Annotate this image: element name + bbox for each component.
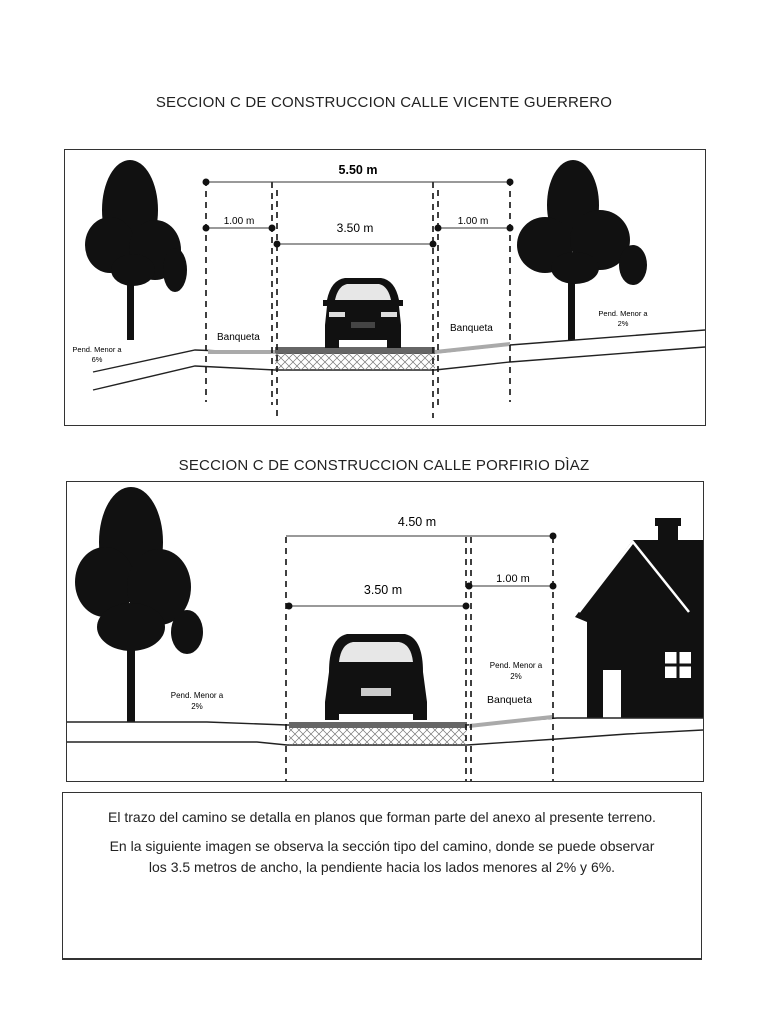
label-left-slope-1: Pend. Menor a <box>72 345 122 354</box>
tree-icon <box>85 160 187 340</box>
label-right-slope-1: Pend. Menor a <box>598 309 648 318</box>
right-sidewalk <box>435 342 510 354</box>
dim-total: 5.50 m <box>338 163 378 177</box>
label-left-slope-1: Pend. Menor a <box>170 691 224 700</box>
label-sidewalk: Banqueta <box>487 694 532 706</box>
road-surface <box>275 347 435 353</box>
road-base <box>275 353 435 370</box>
description-paragraph-1: El trazo del camino se detalla en planos que forman parte del anexo al presente terreno. <box>108 809 656 825</box>
section1-diagram <box>64 149 706 426</box>
label-left-slope-2: 6% <box>91 355 103 364</box>
car-icon <box>323 278 403 348</box>
label-right-sidewalk: Banqueta <box>450 323 493 334</box>
label-right-slope-1: Pend. Menor a <box>489 661 543 670</box>
road-surface <box>289 722 467 728</box>
section1-title: SECCION C DE CONSTRUCCION CALLE VICENTE GUERRERO <box>155 94 613 111</box>
dim-left-sidewalk: 1.00 m <box>223 216 255 227</box>
dim-road: 3.50 m <box>336 221 374 235</box>
tree-icon <box>75 487 203 722</box>
car-icon <box>325 634 427 720</box>
dim-sidewalk: 1.00 m <box>496 573 530 585</box>
section2-title: SECCION C DE CONSTRUCCION CALLE PORFIRIO DÌAZ <box>178 457 590 474</box>
label-right-slope-2: 2% <box>617 319 629 328</box>
dim-total: 4.50 m <box>397 515 437 529</box>
section2-diagram <box>66 481 704 782</box>
left-sidewalk <box>208 350 276 354</box>
sidewalk <box>469 715 552 728</box>
label-left-slope-2: 2% <box>191 702 203 711</box>
dim-road: 3.50 m <box>363 583 403 597</box>
description-paragraph-2: En la siguiente imagen se observa la sección tipo del camino, donde se puede observar los 3.5 metros de ancho, la pendiente hacia los lados menores al 2% y 6%. <box>109 838 655 875</box>
dim-right-sidewalk: 1.00 m <box>457 216 489 227</box>
label-right-slope-2: 2% <box>510 672 522 681</box>
label-left-sidewalk: Banqueta <box>217 332 260 343</box>
description-box <box>62 792 702 960</box>
house-icon <box>575 518 703 718</box>
road-base <box>289 728 467 745</box>
